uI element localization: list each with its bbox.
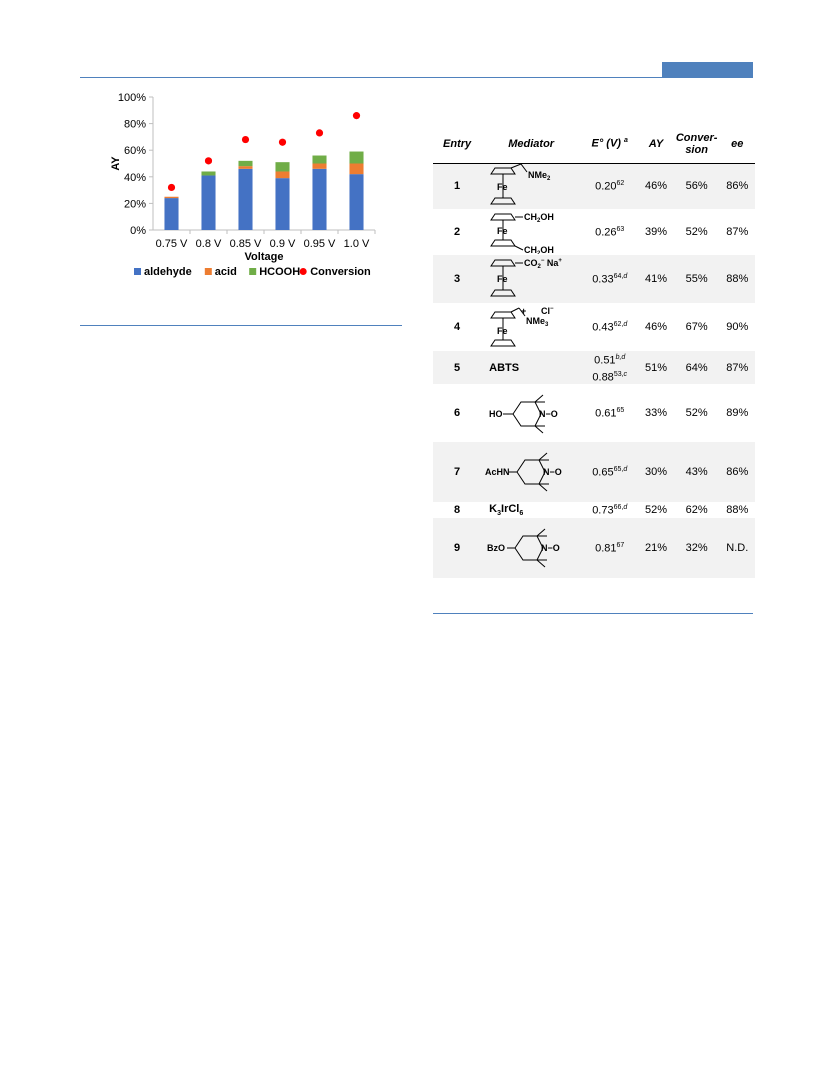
bar-aldehyde — [312, 169, 326, 230]
svg-text:Fe: Fe — [497, 274, 508, 284]
ee-cell: 86% — [720, 163, 755, 209]
bar-acid — [238, 166, 252, 169]
potential-cell: 0.43$^{62,d}$ — [592, 320, 628, 334]
x-tick-label: 0.9 V — [269, 238, 296, 250]
mediator-name: ABTS — [481, 351, 581, 384]
bar-acid — [349, 164, 363, 175]
potential-cell: 0.65$^{65,d}$ — [581, 442, 638, 502]
ferrocene-structure-4 — [491, 306, 554, 346]
conversion-cell: 64% — [674, 351, 720, 384]
svg-text:N−O: N−O — [541, 543, 560, 554]
tempo-structure-6 — [489, 395, 558, 433]
legend-label-HCOOH: HCOOH — [259, 266, 301, 278]
conversion-cell: 55% — [674, 255, 720, 303]
table-row — [433, 502, 755, 518]
svg-text:N−O: N−O — [539, 409, 558, 420]
bar-aldehyde — [238, 169, 252, 230]
svg-text:Fe: Fe — [497, 226, 508, 236]
ee-cell: 88% — [720, 255, 755, 303]
y-tick-label: 40% — [123, 171, 146, 184]
conversion-point — [353, 112, 360, 119]
tempo-structure-7 — [485, 453, 562, 491]
conversion-cell: 56% — [674, 163, 720, 209]
bar-aldehyde — [164, 198, 178, 230]
chart-bars — [164, 152, 363, 230]
conversion-cell: 52% — [685, 226, 708, 238]
col-ee: ee — [720, 125, 755, 163]
bar-HCOOH — [349, 152, 363, 164]
mediator-structure — [481, 518, 581, 578]
svg-text:HO: HO — [489, 409, 503, 420]
potential-cell: 0.26$^{63}$ — [595, 225, 625, 239]
conversion-point — [279, 139, 286, 146]
entry-cell: 1 — [433, 163, 481, 209]
entry-cell: 5 — [433, 351, 481, 384]
legend-swatch-acid — [205, 268, 212, 275]
bar-HCOOH — [238, 161, 252, 166]
svg-text:Cl−: Cl− — [541, 306, 554, 316]
legend-label-conversion: Conversion — [310, 266, 371, 278]
mediator-structure — [481, 163, 581, 209]
ee-cell: 88% — [726, 504, 749, 517]
potential-cell: 0.51$^{b,d}$ 0.88$^{53,c}$ — [581, 351, 638, 384]
chart-conversion-points — [168, 112, 360, 191]
svg-text:CO2− Na+: $CO_2^-$ Na+ — [524, 258, 563, 270]
y-tick-label: 20% — [123, 198, 146, 211]
tempo-structure-9 — [487, 529, 560, 567]
x-tick-label: 0.85 V — [229, 238, 262, 250]
table-row — [433, 163, 755, 209]
svg-text:NMe3: NMe$_3$ — [526, 316, 549, 328]
potential-cell: 0.61$^{65}$ — [595, 406, 625, 420]
header-rule — [80, 77, 753, 78]
legend-label-acid: acid — [214, 266, 237, 278]
col-entry: Entry — [433, 125, 481, 163]
bar-HCOOH — [312, 156, 326, 164]
ay-cell: 39% — [644, 226, 668, 238]
y-axis-title: AY — [110, 156, 122, 171]
bar-aldehyde — [349, 174, 363, 230]
bar-acid — [312, 164, 326, 169]
potential-cell: 0.81$^{67}$ — [581, 518, 638, 578]
potential-cell: 0.20$^{62}$ — [581, 163, 638, 209]
table-row — [433, 303, 755, 351]
bar-aldehyde — [201, 175, 215, 230]
mediator-structure — [481, 442, 581, 502]
col-mediator: Mediator — [481, 125, 581, 163]
col-potential: E° (V) $^a$ — [581, 125, 638, 163]
svg-text:BzO: BzO — [487, 543, 506, 554]
ay-cell: 30% — [638, 442, 673, 502]
ferrocene-structure-3 — [491, 258, 562, 296]
mediator-structure — [481, 384, 581, 442]
table-footnote-rule — [433, 613, 753, 614]
potential-cell: 0.33$^{64,d}$ — [581, 255, 638, 303]
x-tick-label: 0.8 V — [195, 238, 222, 250]
header-accent-block — [662, 62, 753, 77]
legend-swatch-aldehyde — [134, 268, 141, 275]
svg-text:AcHN: AcHN — [485, 467, 510, 478]
conversion-point — [316, 129, 323, 136]
col-ay: AY — [638, 125, 673, 163]
ee-cell: 86% — [720, 442, 755, 502]
entry-cell: 4 — [454, 321, 461, 333]
y-tick-label: 80% — [123, 118, 146, 131]
ay-cell: 51% — [638, 351, 673, 384]
ay-cell: 33% — [644, 407, 668, 420]
conversion-point — [242, 136, 249, 143]
table-row — [433, 442, 755, 502]
legend-swatch-conversion — [300, 268, 307, 275]
conversion-point — [168, 184, 175, 191]
table-row — [433, 384, 755, 442]
legend-label-aldehyde: aldehyde — [144, 266, 192, 278]
svg-text:CH2OH: $CH_2OH$ — [524, 212, 554, 224]
mediator-name: $K_3IrCl_6$ — [489, 503, 524, 518]
x-tick-label: 0.75 V — [155, 238, 188, 250]
bar-acid — [164, 197, 178, 198]
ay-cell: 41% — [638, 255, 673, 303]
conversion-cell: 43% — [674, 442, 720, 502]
legend-swatch-HCOOH — [249, 268, 256, 275]
ay-cell: 21% — [638, 518, 673, 578]
entry-cell: 6 — [454, 407, 461, 420]
conversion-cell: 62% — [685, 504, 708, 517]
ay-cell: 46% — [644, 321, 668, 333]
entry-cell: 2 — [454, 226, 461, 238]
mediator-structure — [481, 303, 581, 351]
ay-cell: 52% — [644, 504, 668, 517]
col-conversion: Conver- sion — [674, 125, 720, 163]
entry-cell: 9 — [433, 518, 481, 578]
conversion-cell: 52% — [685, 407, 708, 420]
table-row — [433, 351, 755, 384]
svg-text:Fe: Fe — [497, 326, 508, 336]
ferrocene-structure-2 — [491, 212, 554, 254]
x-axis-title: Voltage — [244, 251, 284, 263]
ee-cell: 87% — [726, 226, 749, 238]
conversion-cell: 67% — [685, 321, 708, 333]
bar-aldehyde — [275, 178, 289, 230]
y-tick-label: 100% — [117, 92, 146, 104]
x-tick-label: 1.0 V — [343, 238, 370, 250]
chart-axes — [149, 97, 375, 234]
svg-text:CH2OH: $CH_2OH$ — [524, 245, 554, 254]
y-tick-label: 60% — [123, 145, 146, 158]
svg-text:N−O: N−O — [543, 467, 562, 478]
fe-label: Fe — [497, 182, 508, 193]
entry-cell: 8 — [454, 504, 461, 517]
y-tick-label: 0% — [130, 225, 146, 237]
bar-HCOOH — [275, 162, 289, 171]
ee-cell: N.D. — [720, 518, 755, 578]
mediator-structure — [481, 255, 581, 303]
bar-acid — [275, 171, 289, 178]
ee-cell: 90% — [726, 321, 749, 333]
ferrocene-structure-1 — [491, 164, 551, 204]
x-tick-label: 0.95 V — [303, 238, 336, 250]
ay-cell: 46% — [638, 163, 673, 209]
conversion-cell: 32% — [674, 518, 720, 578]
figure-caption-rule — [80, 325, 402, 326]
table-header-row — [433, 125, 755, 163]
mediator-table — [433, 125, 755, 578]
ee-cell: 89% — [726, 407, 749, 420]
table-row — [433, 518, 755, 578]
svg-text:+: + — [521, 306, 527, 316]
stacked-bar-chart — [80, 88, 380, 288]
chart-legend — [134, 266, 371, 278]
table-row — [433, 255, 755, 303]
potential-cell: 0.73$^{66,d}$ — [592, 503, 628, 517]
mediator-structure — [481, 209, 581, 255]
substituent-label: NMe$_2$ — [528, 170, 551, 183]
ee-cell: 87% — [720, 351, 755, 384]
conversion-point — [205, 157, 212, 164]
entry-cell: 7 — [433, 442, 481, 502]
bar-HCOOH — [201, 171, 215, 175]
table-row — [433, 209, 755, 255]
entry-cell: 3 — [433, 255, 481, 303]
